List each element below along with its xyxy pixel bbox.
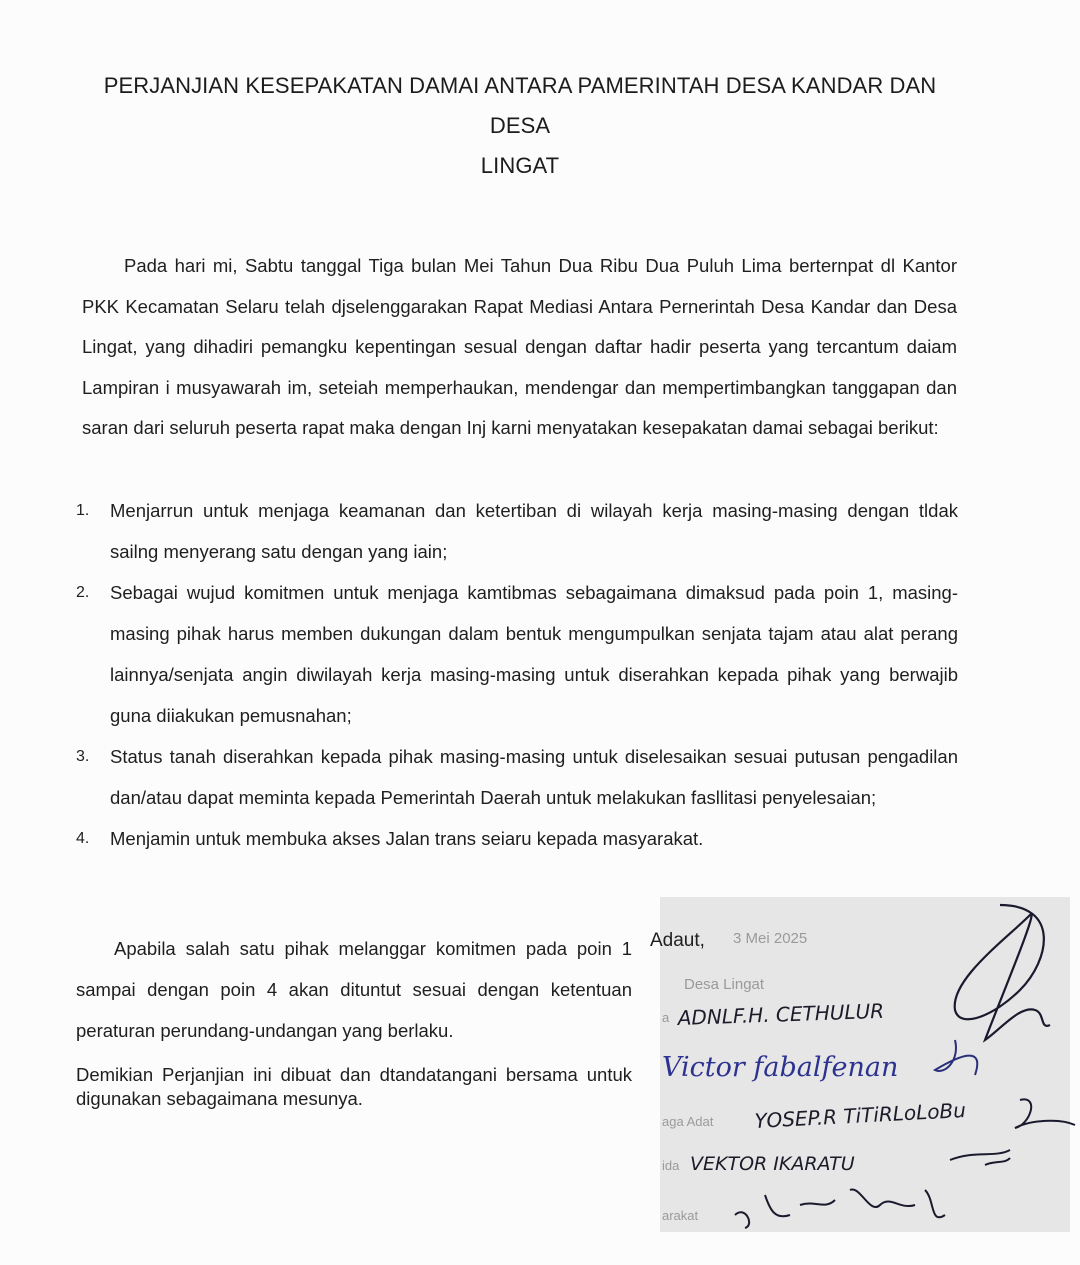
point-number: 3.: [76, 748, 90, 765]
signature-row-3-prefix: aga Adat: [662, 1114, 714, 1129]
point-number: 1.: [76, 502, 90, 519]
handwritten-name-3: YOSEP.R TiTiRLoLoBu: [754, 1097, 967, 1133]
signature-place: Adaut,: [650, 930, 705, 951]
point-text: Menjarrun untuk menjaga keamanan dan ketertiban di wilayah kerja masing-masing dengan tldak sailng menyerang satu dengan yang iain;: [110, 500, 958, 562]
closing-paragraph-1: Apabila salah satu pihak melanggar komitmen pada poin 1 sampai dengan poin 4 akan dituntut sesuai dengan ketentuan peraturan perundang-undangan yang berlaku.: [76, 938, 632, 1041]
intro-paragraph: Pada hari mi, Sabtu tanggal Tiga bulan Mei Tahun Dua Ribu Dua Puluh Lima berternpat dl Kantor PKK Kecamatan Selaru telah djselenggarakan Rapat Mediasi Antara Pernerintah Desa Kandar dan Desa Lingat, yang dihadiri pemangku kepentingan sesual dengan daftar hadir peserta yang tercantum daiam Lampiran i musyawarah im, seteiah memperhaukan, mendengar dan mempertimbangkan tanggapan dan saran dari seluruh peserta rapat maka dengan Inj karni menyatakan kesepakatan damai sebagai berikut:: [82, 255, 957, 438]
title-line-3: LINGAT: [480, 153, 560, 178]
signature-scribble-right-3: [1015, 1099, 1075, 1128]
point-number: 2.: [76, 584, 90, 601]
signature-scribble-bottom: [735, 1189, 945, 1228]
signature-row-1-prefix: a: [662, 1010, 670, 1025]
signature-date: 3 Mei 2025: [733, 930, 808, 947]
signature-scribble-right-4: [950, 1150, 1010, 1165]
closing-paragraph-2: Demikian Perjanjian ini dibuat dan dtandatangani bersama untuk digunakan sebagaimana mesunya.: [76, 1064, 632, 1109]
title-line-1: PERJANJIAN KESEPAKATAN DAMAI ANTARA PAMERINTAH DESA KANDAR DAN: [103, 73, 937, 98]
signature-row-4-prefix: ida: [662, 1158, 680, 1173]
title-line-2: DESA: [489, 113, 551, 138]
point-text: Status tanah diserahkan kepada pihak masing-masing untuk diselesaikan sesuai putusan pengadilan dan/atau dapat meminta kepada Pemerintah Daerah untuk melakukan fasllitasi penyelesaian;: [110, 746, 958, 808]
point-number: 4.: [76, 830, 90, 847]
signature-scribble-large: [955, 905, 1050, 1040]
signature-scribble-small: [935, 1040, 977, 1075]
point-text: Sebagai wujud komitmen untuk menjaga kamtibmas sebagaimana dimaksud pada poin 1, masing-masing pihak harus memben dukungan dalam bentuk mengumpulkan senjata tajam atau alat perang lainnya/senjata angin diwilayah kerja masing-masing untuk diserahkan kepada pihak yang berwajib guna diiakukan pemusnahan;: [110, 582, 958, 726]
signature-village: Desa Lingat: [684, 976, 765, 993]
point-text: Menjamin untuk membuka akses Jalan trans seiaru kepada masyarakat.: [110, 828, 704, 849]
handwritten-name-4: VEKTOR IKARATU: [690, 1153, 855, 1175]
handwritten-name-1: ADNLF.H. CETHULUR: [677, 998, 885, 1030]
signature-row-5-prefix: arakat: [662, 1208, 699, 1223]
handwritten-name-2: Victor fabalfenan: [662, 1052, 899, 1083]
